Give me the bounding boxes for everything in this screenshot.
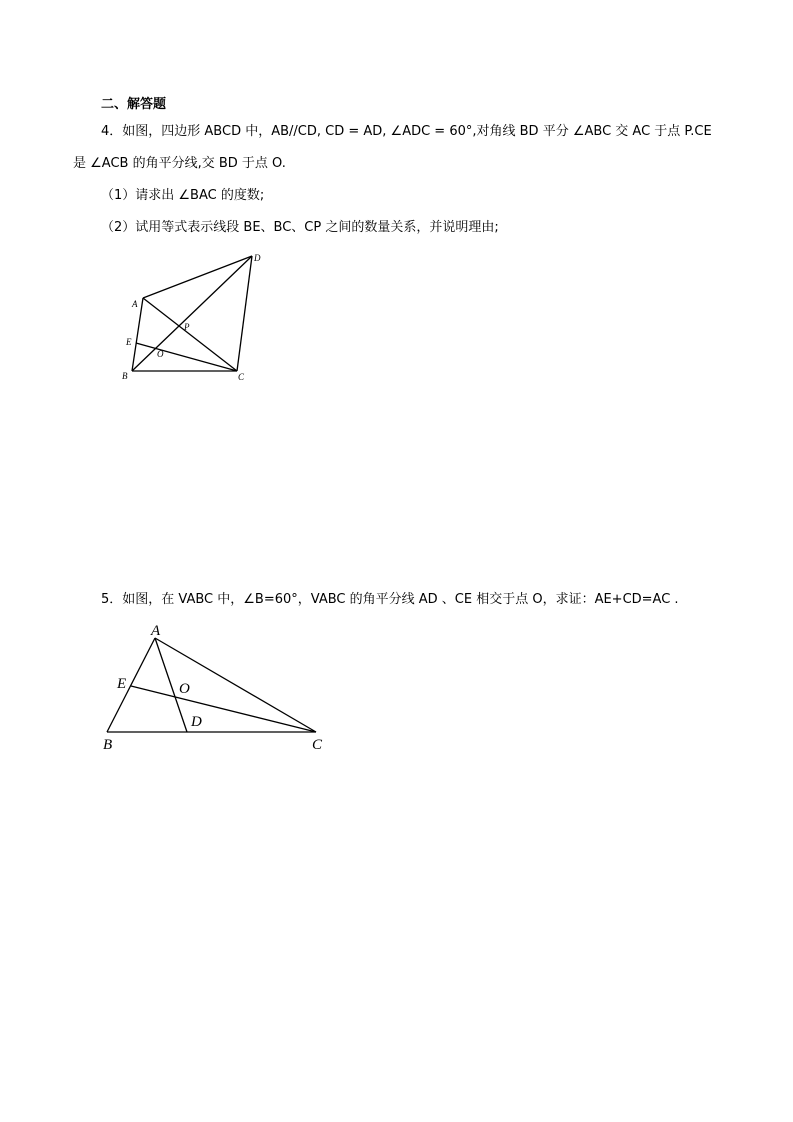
q4-label-C: C (238, 372, 245, 382)
q4-label-O: O (157, 349, 164, 359)
q4-label-P: P (184, 322, 190, 332)
q4-part1: （1）请求出 ∠BAC 的度数; (101, 188, 265, 203)
q4-stem-line2: 是 ∠ACB 的角平分线,交 BD 于点 O. (73, 156, 286, 171)
q4-label-E: E (126, 337, 132, 347)
q4-part2: （2）试用等式表示线段 BE、BC、CP 之间的数量关系，并说明理由; (101, 220, 499, 235)
q5-label-B: B (103, 737, 113, 753)
q5-label-C: C (312, 737, 323, 753)
q5-label-A: A (151, 623, 161, 639)
q5-stem-line1: 5．如图，在 VABC 中，∠B=60°，VABC 的角平分线 AD 、CE 相交于点 O，求证：AE+CD=AC . (101, 592, 679, 607)
q5-segment-AB (107, 638, 155, 732)
q5-label-E: E (117, 676, 127, 692)
q5-label-D: D (191, 714, 202, 730)
q4-label-D: D (254, 253, 261, 263)
q4-label-B: B (122, 371, 128, 381)
q5-label-O: O (179, 681, 190, 697)
q4-label-A: A (132, 299, 138, 309)
section-heading: 二、解答题 (101, 97, 167, 112)
q4-stem-line1: 4．如图，四边形 ABCD 中，AB//CD, CD = AD, ∠ADC = 60°,对角线 BD 平分 ∠ABC 交 AC 于点 P.CE (101, 124, 712, 139)
q5-segment-CE (131, 686, 316, 732)
